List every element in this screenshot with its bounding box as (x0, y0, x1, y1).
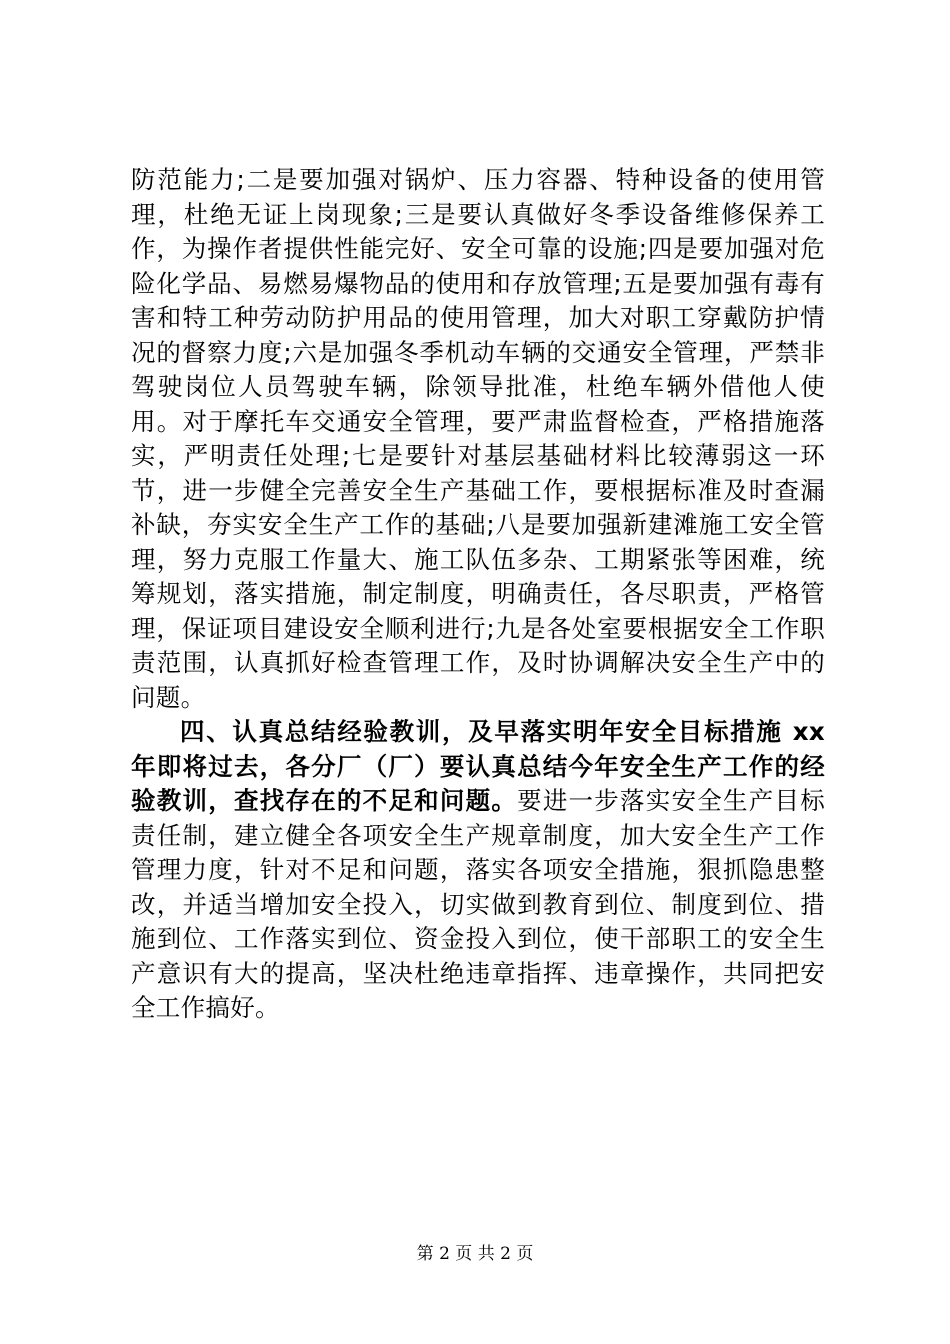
section-heading-bold: 四、认真总结经验教训，及早落实明年安全目标措施 xx 年即将过去，各分厂（厂）要认真总结今年安全生产工作的经验教训，查找存在的不足和问题。 (131, 717, 825, 815)
paragraph-summary-section (131, 715, 825, 1026)
document-body (131, 163, 825, 1026)
section-body-text: 要进一步落实安全生产目标责任制，建立健全各项安全生产规章制度，加大安全生产工作管理力度，针对不足和问题，落实各项安全措施，狠抓隐患整改，并适当增加安全投入，切实做到教育到位、制度到位、措施到位、工作落实到位、资金投入到位，使干部职工的安全生产意识有大的提高，坚决杜绝违章指挥、违章操作，共同把安全工作搞好。 (131, 786, 825, 1022)
page-footer: 第 2 页 共 2 页 (416, 1244, 534, 1264)
paragraph-safety-measures: 防范能力;二是要加强对锅炉、压力容器、特种设备的使用管理，杜绝无证上岗现象;三是要认真做好冬季设备维修保养工作，为操作者提供性能完好、安全可靠的设施;四是要加强对危险化学品、易燃易爆物品的使用和存放管理;五是要加强有毒有害和特工种劳动防护用品的使用管理，加大对职工穿戴防护情况的督察力度;六是加强冬季机动车辆的交通安全管理，严禁非驾驶岗位人员驾驶车辆，除领导批准，杜绝车辆外借他人使用。对于摩托车交通安全管理，要严肃监督检查，严格措施落实，严明责任处理;七是要针对基层基础材料比较薄弱这一环节，进一步健全完善安全生产基础工作，要根据标准及时查漏补缺，夯实安全生产工作的基础;八是要加强新建滩施工安全管理，努力克服工作量大、施工队伍多杂、工期紧张等困难，统筹规划，落实措施，制定制度，明确责任，各尽职责，严格管理，保证项目建设安全顺利进行;九是各处室要根据安全工作职责范围，认真抓好检查管理工作，及时协调解决安全生产中的问题。 (131, 165, 825, 712)
